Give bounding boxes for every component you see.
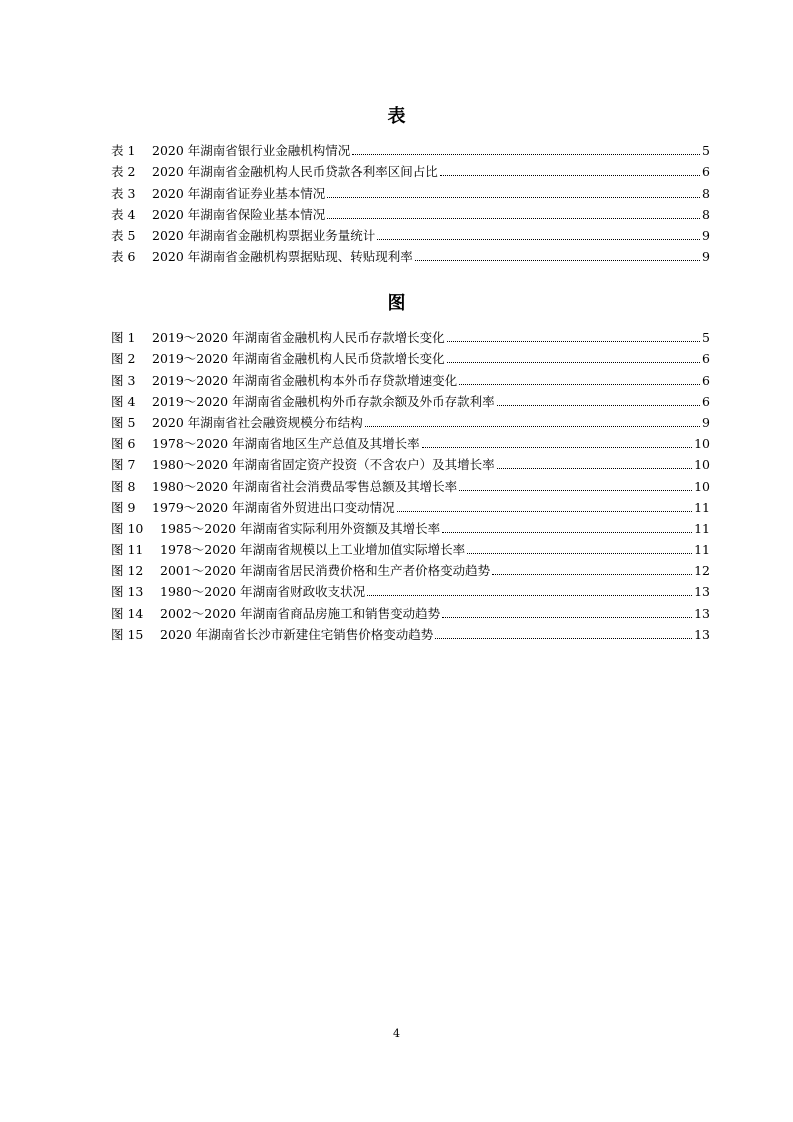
dot-leader [459,489,692,491]
figures-toc-list [111,325,710,643]
toc-entry-page: 6 [702,351,710,367]
dot-leader [442,616,692,618]
toc-entry-title: 2020 年湖南省金融机构人民币贷款各利率区间占比 [152,164,438,180]
toc-entry-page: 9 [702,249,710,265]
dot-leader [442,531,692,533]
dot-leader [397,510,692,512]
toc-entry-title: 2019～2020 年湖南省金融机构人民币存款增长变化 [152,330,445,346]
toc-entry-page: 6 [702,372,710,388]
toc-entry[interactable] [111,244,710,265]
dot-leader [492,573,692,575]
figures-section-title: 图 [387,293,406,314]
toc-entry-title: 2020 年湖南省证券业基本情况 [152,185,326,201]
toc-entry[interactable] [111,159,710,180]
dot-leader [467,552,692,554]
toc-entry[interactable] [111,473,710,494]
dot-leader [459,383,700,385]
toc-entry-title: 1978～2020 年湖南省规模以上工业增加值实际增长率 [160,542,466,558]
toc-entry-label: 表 3 [111,185,136,201]
toc-entry-page: 5 [702,330,710,346]
toc-entry[interactable] [111,389,710,410]
toc-entry-page: 9 [702,414,710,430]
dot-leader [422,446,692,448]
toc-entry-page: 13 [694,584,710,600]
toc-entry-title: 1980～2020 年湖南省财政收支状况 [160,584,366,600]
dot-leader [497,467,692,469]
toc-entry[interactable] [111,138,710,159]
dot-leader [367,594,692,596]
toc-entry-page: 6 [702,393,710,409]
toc-entry-title: 2020 年湖南省长沙市新建住宅销售价格变动趋势 [160,626,434,642]
toc-entry-page: 12 [694,563,710,579]
toc-entry-title: 2019～2020 年湖南省金融机构外币存款余额及外币存款利率 [152,393,495,409]
page-number: 4 [393,1027,400,1040]
toc-entry-label: 图 13 [111,584,144,600]
toc-entry-page: 10 [694,478,710,494]
toc-entry[interactable] [111,431,710,452]
dot-leader [415,259,700,261]
toc-entry[interactable] [111,558,710,579]
toc-entry[interactable] [111,202,710,223]
toc-entry-page: 6 [702,164,710,180]
dot-leader [497,404,700,406]
toc-entry[interactable] [111,516,710,537]
toc-entry-page: 13 [694,626,710,642]
toc-entry-label: 表 6 [111,249,136,265]
toc-entry-title: 1985～2020 年湖南省实际利用外资额及其增长率 [160,520,441,536]
dot-leader [447,340,700,342]
toc-entry-title: 1980～2020 年湖南省固定资产投资（不含农户）及其增长率 [152,457,495,473]
toc-entry-label: 图 9 [111,499,136,515]
toc-entry-label: 图 2 [111,351,136,367]
toc-entry-label: 图 4 [111,393,136,409]
toc-entry-title: 2019～2020 年湖南省金融机构人民币贷款增长变化 [152,351,445,367]
toc-entry-title: 2020 年湖南省金融机构票据业务量统计 [152,227,376,243]
toc-entry-page: 10 [694,457,710,473]
toc-entry-label: 图 11 [111,542,144,558]
toc-entry[interactable] [111,622,710,643]
toc-entry-page: 13 [694,605,710,621]
toc-entry-label: 表 5 [111,227,136,243]
dot-leader [440,174,700,176]
toc-entry[interactable] [111,346,710,367]
toc-entry-title: 2020 年湖南省银行业金融机构情况 [152,143,351,159]
toc-entry-title: 2020 年湖南省保险业基本情况 [152,206,326,222]
toc-entry-label: 图 5 [111,414,136,430]
dot-leader [327,196,700,198]
dot-leader [352,153,700,155]
toc-entry-page: 11 [694,520,710,536]
toc-entry-page: 11 [694,499,710,515]
toc-entry-label: 图 14 [111,605,144,621]
toc-entry-title: 2020 年湖南省社会融资规模分布结构 [152,414,363,430]
dot-leader [327,217,700,219]
toc-entry-page: 11 [694,542,710,558]
toc-entry[interactable] [111,180,710,201]
toc-entry-title: 2002～2020 年湖南省商品房施工和销售变动趋势 [160,605,441,621]
dot-leader [435,637,692,639]
toc-entry-label: 图 15 [111,626,144,642]
toc-entry-label: 图 10 [111,520,144,536]
toc-entry-title: 1978～2020 年湖南省地区生产总值及其增长率 [152,436,420,452]
toc-entry[interactable] [111,325,710,346]
toc-entry-label: 表 4 [111,206,136,222]
toc-entry-label: 图 1 [111,330,136,346]
toc-entry-page: 8 [702,185,710,201]
toc-entry-label: 图 12 [111,563,144,579]
toc-entry-label: 图 7 [111,457,136,473]
dot-leader [377,238,700,240]
toc-entry[interactable] [111,410,710,431]
toc-entry-title: 2001～2020 年湖南省居民消费价格和生产者价格变动趋势 [160,563,491,579]
dot-leader [365,425,700,427]
dot-leader [447,361,700,363]
toc-entry-title: 1980～2020 年湖南省社会消费品零售总额及其增长率 [152,478,458,494]
toc-entry-page: 9 [702,227,710,243]
toc-entry[interactable] [111,600,710,621]
toc-entry[interactable] [111,579,710,600]
toc-entry-label: 图 6 [111,436,136,452]
toc-entry[interactable] [111,495,710,516]
tables-section-title: 表 [387,106,406,127]
toc-entry-page: 10 [694,436,710,452]
toc-entry[interactable] [111,367,710,388]
toc-entry-title: 1979～2020 年湖南省外贸进出口变动情况 [152,499,395,515]
toc-entry[interactable] [111,223,710,244]
toc-entry-page: 8 [702,206,710,222]
toc-entry-title: 2020 年湖南省金融机构票据贴现、转贴现利率 [152,249,413,265]
toc-entry-page: 5 [702,143,710,159]
toc-entry-title: 2019～2020 年湖南省金融机构本外币存贷款增速变化 [152,372,458,388]
toc-entry[interactable] [111,537,710,558]
toc-entry-label: 图 8 [111,478,136,494]
toc-entry-label: 图 3 [111,372,136,388]
toc-entry[interactable] [111,452,710,473]
toc-entry-label: 表 2 [111,164,136,180]
toc-entry-label: 表 1 [111,143,136,159]
tables-toc-list [111,138,710,265]
